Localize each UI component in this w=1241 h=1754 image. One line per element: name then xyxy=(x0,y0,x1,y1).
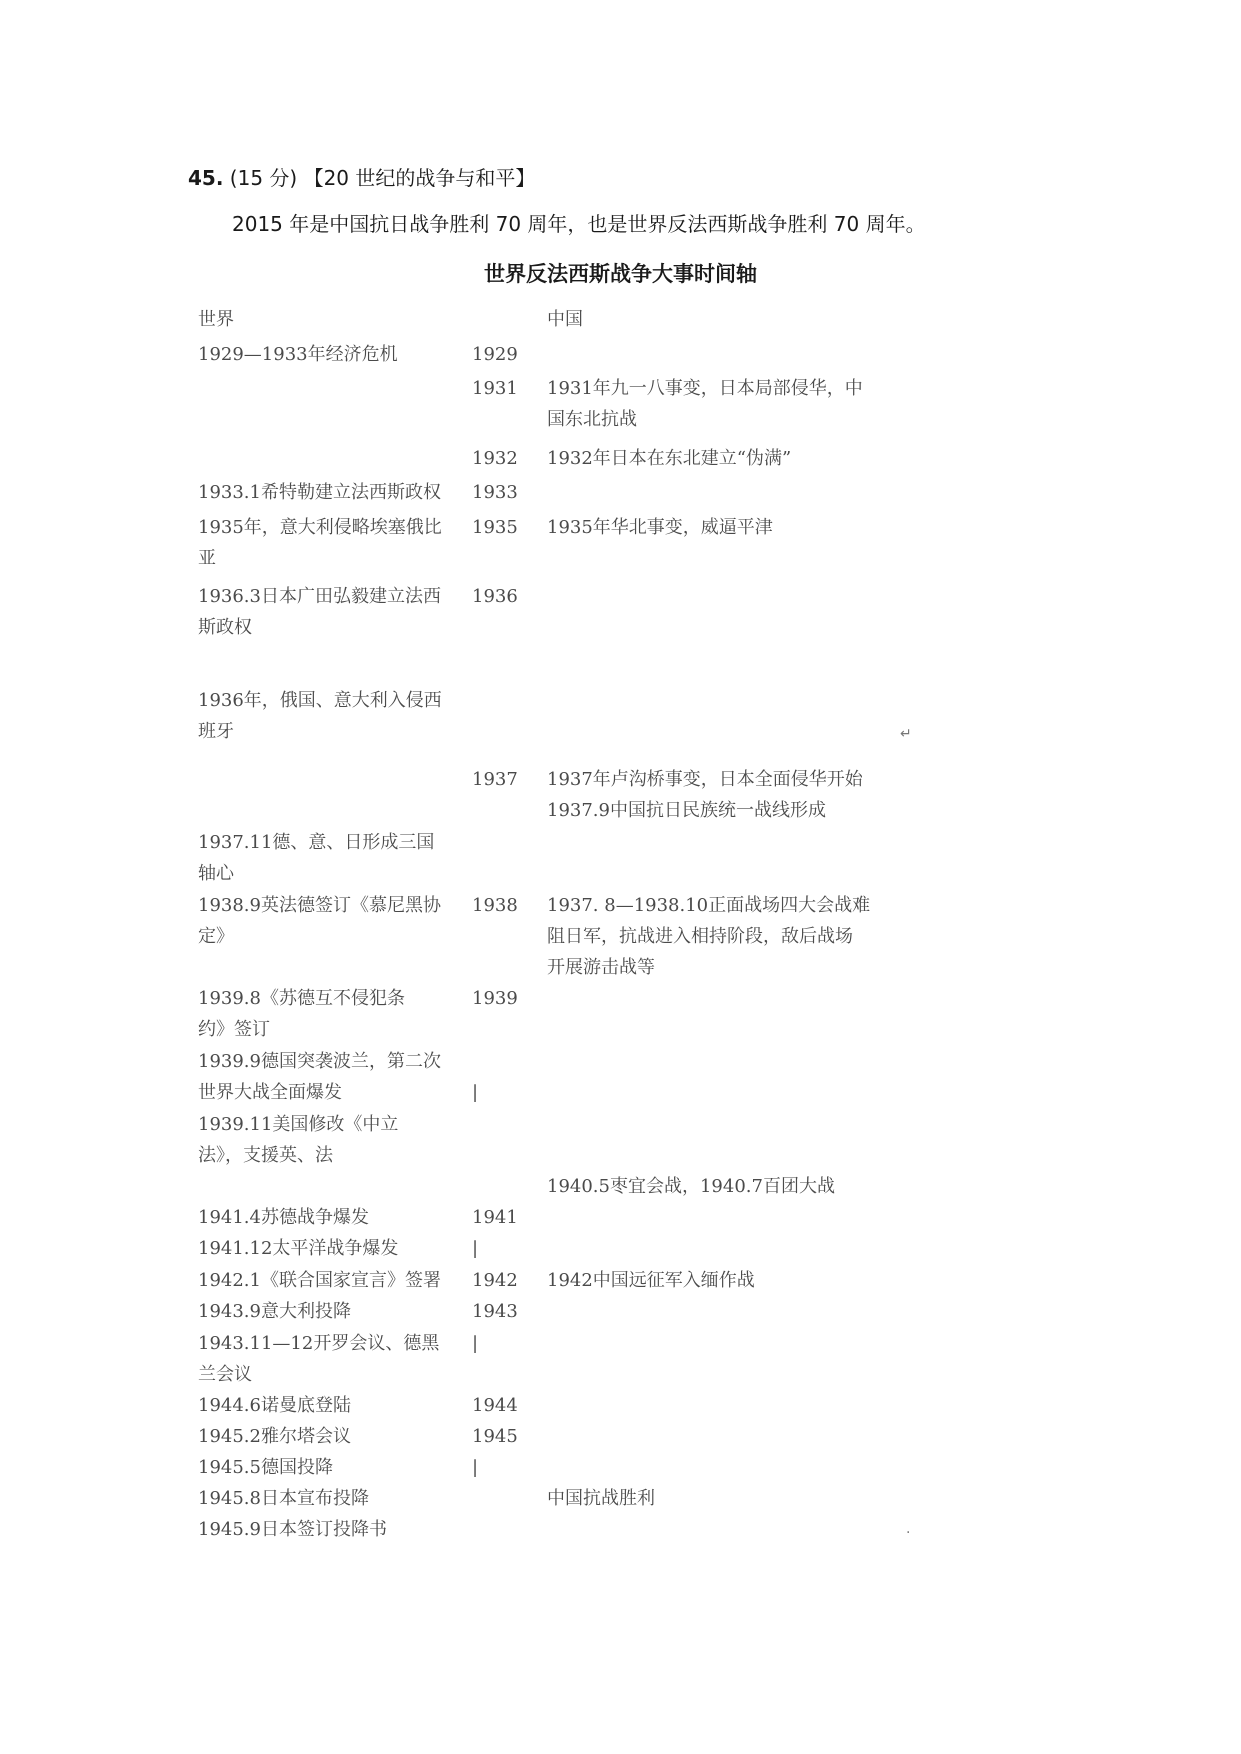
china-event: 1931年九一八事变，日本局部侵华，中 国东北抗战 xyxy=(547,378,863,430)
year-label: 1931 xyxy=(472,378,518,399)
year-tick: | xyxy=(472,1457,479,1478)
china-event: 1937. 8—1938.10正面战场四大会战难 阻日军，抗战进入相持阶段，敌后战场 开展游击战等 xyxy=(547,895,871,978)
world-event: 1937.11德、意、日形成三国 轴心 xyxy=(198,832,435,884)
timeline-title: 世界反法西斯战争大事时间轴 xyxy=(484,262,757,286)
world-event: 1939.9德国突袭波兰，第二次 世界大战全面爆发 xyxy=(198,1051,441,1103)
intro-paragraph: 2015 年是中国抗日战争胜利 70 周年，也是世界反法西斯战争胜利 70 周年。 xyxy=(232,212,926,236)
year-label: 1942 xyxy=(472,1270,518,1291)
world-event: 1944.6诺曼底登陆 xyxy=(198,1395,351,1416)
world-event: 1936年，俄国、意大利入侵西 班牙 xyxy=(198,690,442,742)
year-label: 1944 xyxy=(472,1395,518,1416)
year-label: 1938 xyxy=(472,895,518,916)
china-event: 1940.5枣宜会战，1940.7百团大战 xyxy=(547,1176,835,1197)
world-event: 1938.9英法德签订《慕尼黑协 定》 xyxy=(198,895,441,947)
year-label: 1939 xyxy=(472,988,518,1009)
header-world: 世界 xyxy=(198,309,234,330)
question-header xyxy=(188,162,535,191)
year-tick: | xyxy=(472,1333,479,1354)
world-event: 1945.5德国投降 xyxy=(198,1457,333,1478)
year-label: 1941 xyxy=(472,1207,518,1228)
question-number: 45. xyxy=(188,166,224,190)
world-event: 1935年，意大利侵略埃塞俄比 亚 xyxy=(198,517,442,569)
question-score: (15 分) xyxy=(229,166,298,190)
dot-mark: · xyxy=(906,1525,911,1541)
world-event: 1936.3日本广田弘毅建立法西 斯政权 xyxy=(198,586,441,638)
china-event: 1932年日本在东北建立“伪满” xyxy=(547,448,792,469)
china-event: 中国抗战胜利 xyxy=(547,1488,655,1509)
world-event: 1943.9意大利投降 xyxy=(198,1301,351,1322)
world-event: 1945.8日本宣布投降 xyxy=(198,1488,369,1509)
world-event: 1941.4苏德战争爆发 xyxy=(198,1207,369,1228)
year-label: 1929 xyxy=(472,344,518,365)
world-event: 1933.1希特勒建立法西斯政权 xyxy=(198,482,441,503)
world-event: 1939.8《苏德互不侵犯条 约》签订 xyxy=(198,988,405,1040)
world-event: 1939.11美国修改《中立 法》，支援英、法 xyxy=(198,1114,399,1166)
year-tick: | xyxy=(472,1238,479,1259)
world-event: 1942.1《联合国家宣言》签署 xyxy=(198,1270,441,1291)
year-label: 1932 xyxy=(472,448,518,469)
year-label: 1937 xyxy=(472,769,518,790)
return-mark-icon: ↵ xyxy=(900,726,912,742)
year-label: 1936 xyxy=(472,586,518,607)
china-event: 1937年卢沟桥事变，日本全面侵华开始 1937.9中国抗日民族统一战线形成 xyxy=(547,769,863,821)
year-label: 1935 xyxy=(472,517,518,538)
world-event: 1943.11—12开罗会议、德黑 兰会议 xyxy=(198,1333,440,1385)
world-event: 1945.9日本签订投降书 xyxy=(198,1519,387,1540)
year-label: 1943 xyxy=(472,1301,518,1322)
world-event: 1945.2雅尔塔会议 xyxy=(198,1426,351,1447)
china-event: 1942中国远征军入缅作战 xyxy=(547,1270,755,1291)
header-china: 中国 xyxy=(547,309,583,330)
question-topic: 【20 世纪的战争与和平】 xyxy=(303,166,536,190)
year-label: 1945 xyxy=(472,1426,518,1447)
world-event: 1941.12太平洋战争爆发 xyxy=(198,1238,399,1259)
year-label: 1933 xyxy=(472,482,518,503)
world-event: 1929—1933年经济危机 xyxy=(198,344,398,365)
china-event: 1935年华北事变，威逼平津 xyxy=(547,517,773,538)
year-tick: | xyxy=(472,1082,479,1103)
